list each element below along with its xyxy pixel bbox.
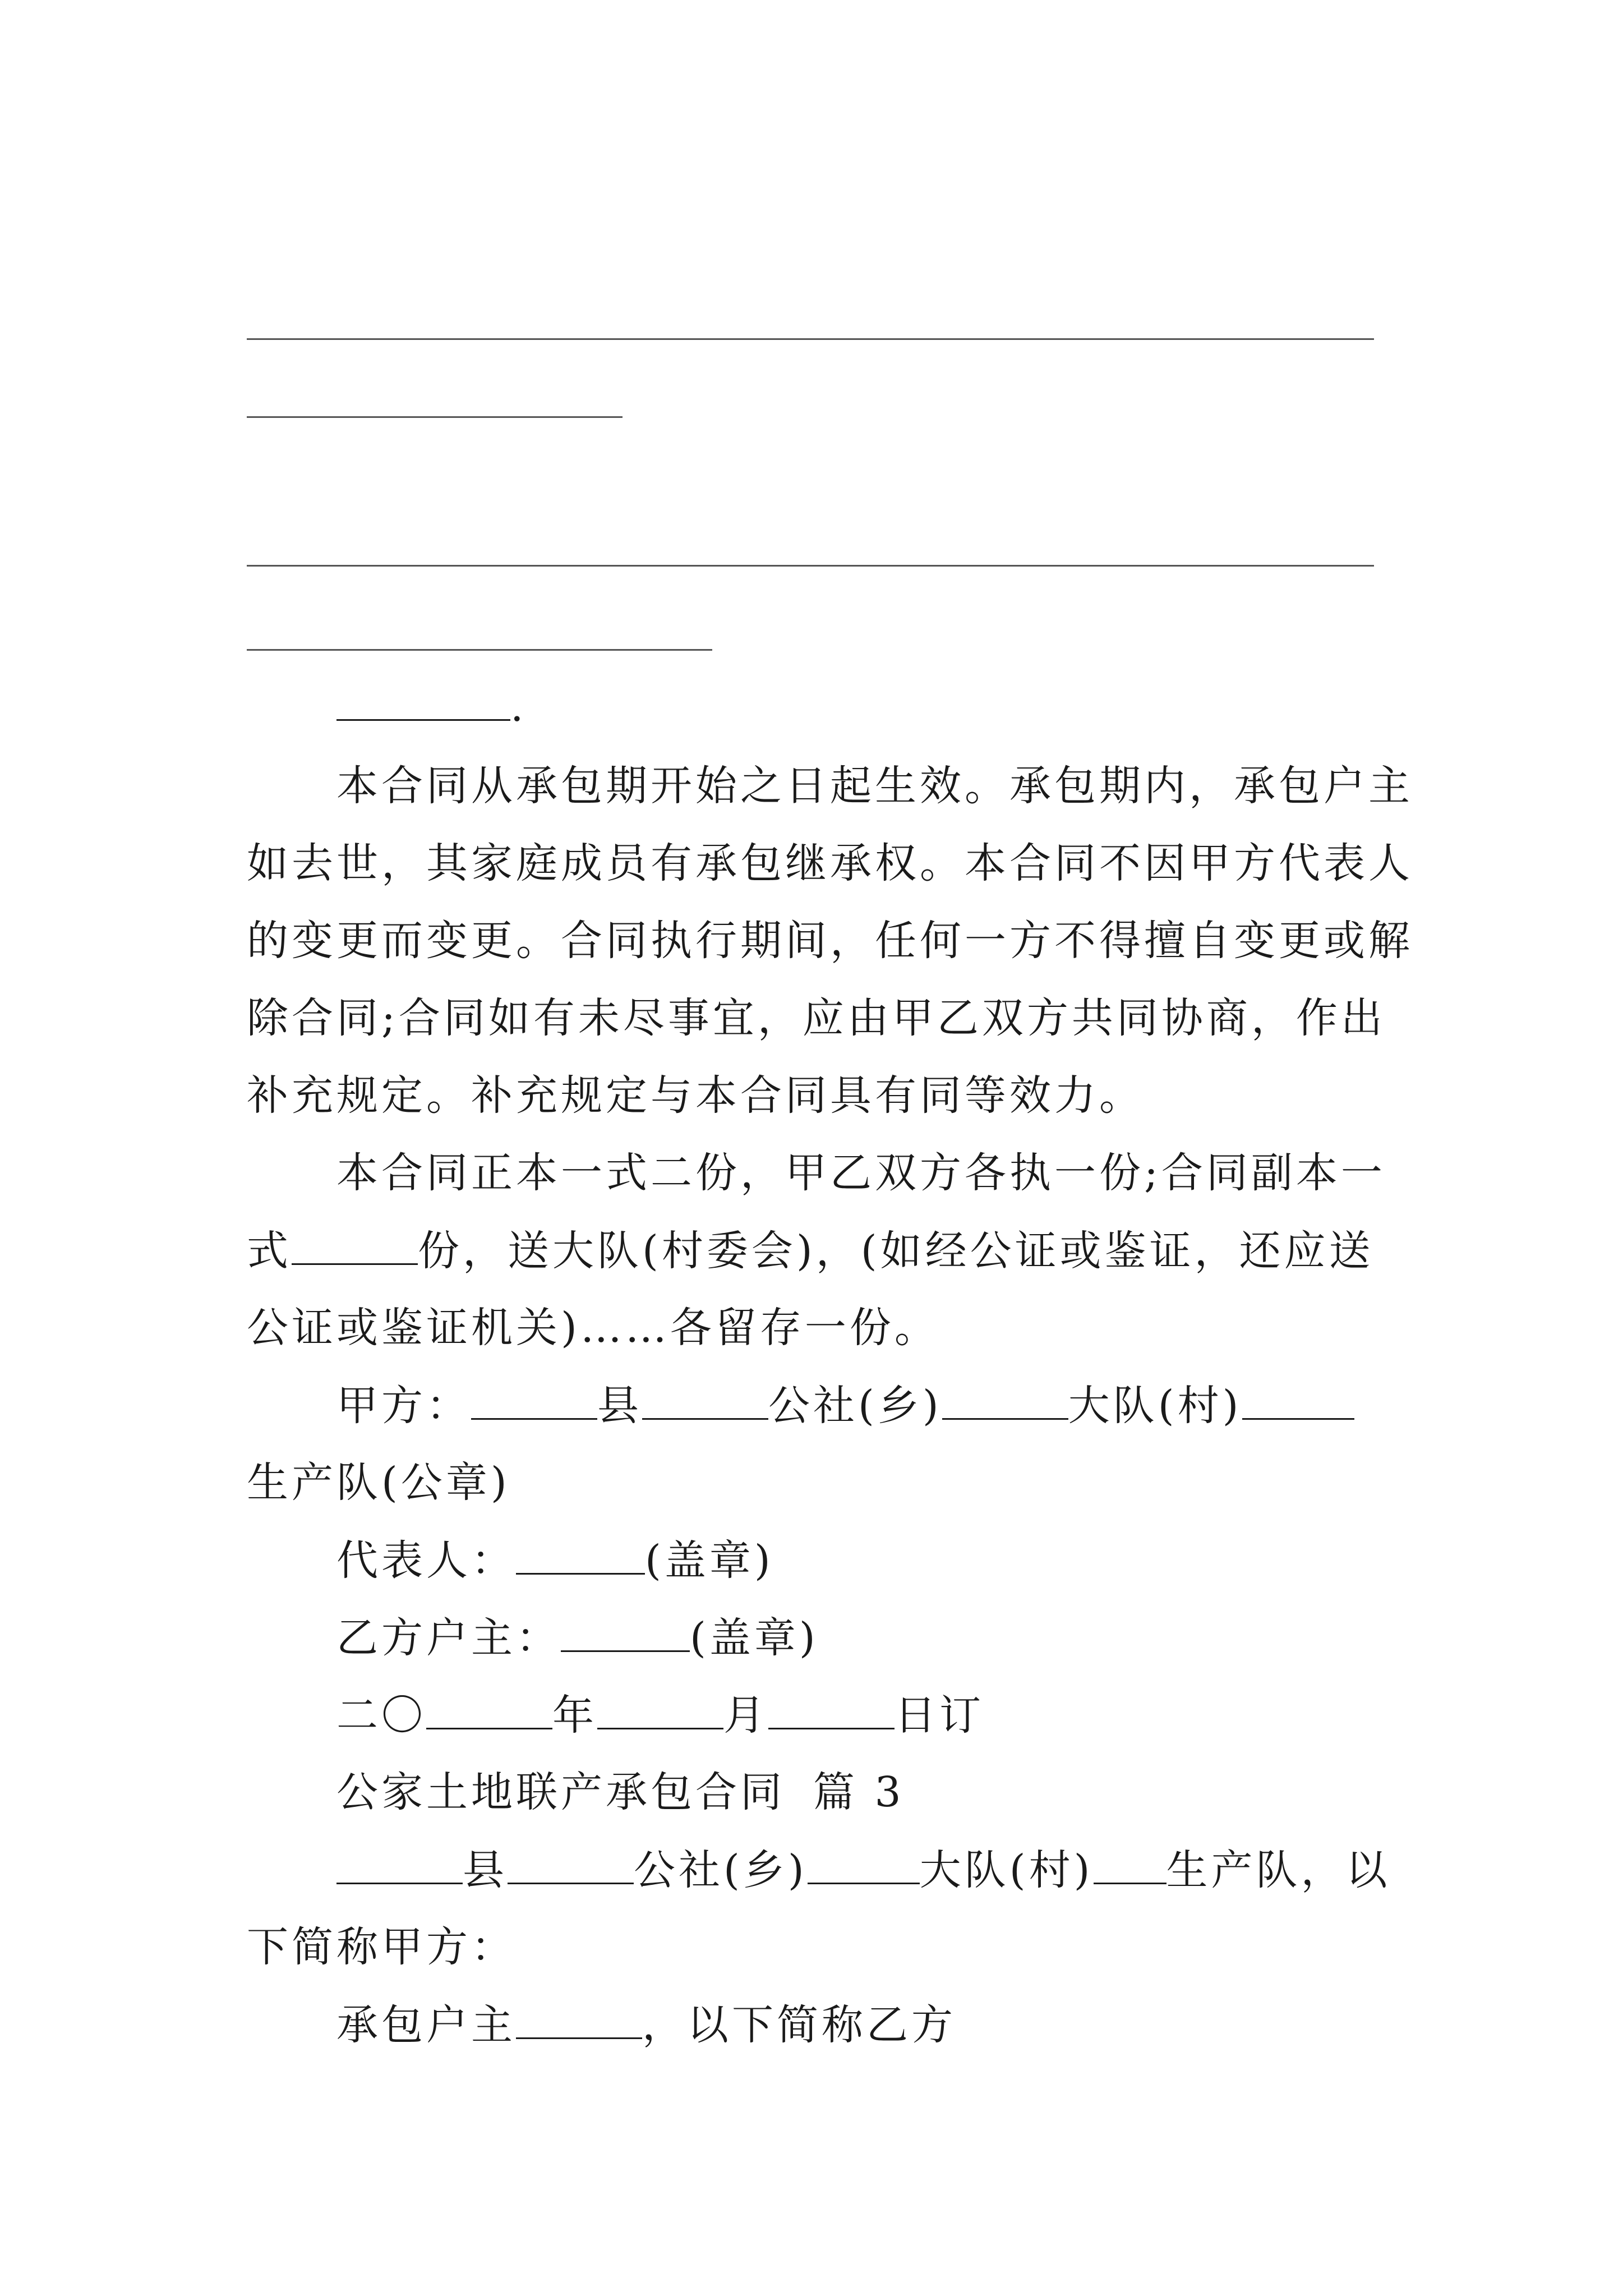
party-a-line: [336, 1382, 1481, 1430]
fill-blank: [768, 1694, 895, 1729]
fill-blank: [642, 1384, 768, 1420]
fill-blank: [336, 685, 510, 721]
fill-blank: [561, 1617, 690, 1652]
fill-blank: [508, 1849, 634, 1884]
text-segment: 份，送大队(村委会)，(如经公证或鉴证，还应送: [418, 1227, 1374, 1275]
representative-label: 代表人：: [336, 1536, 516, 1585]
paragraph-2-line-1: 本合同从承包期开始之日起生效。承包期内，承包户主: [336, 762, 1413, 810]
paragraph-2-line-3: 的变更而变更。合同执行期间，任何一方不得擅自变更或解: [247, 917, 1413, 965]
commune-label: 公社(乡): [634, 1846, 808, 1894]
date-line: [336, 1691, 1481, 1740]
fill-blank: [426, 1694, 552, 1729]
paragraph-2-line-4: 除合同;合同如有未尽事宜，应由甲乙双方共同协商，作出: [247, 994, 1386, 1042]
blank-rule-3: [247, 565, 1374, 567]
party-a-label: 甲方：: [336, 1382, 471, 1430]
section-3-line-1: [336, 1846, 1481, 1894]
fill-blank: [336, 1849, 463, 1884]
team-label: 生产队，以: [1166, 1846, 1391, 1894]
paragraph-3-line-3: 公证或鉴证机关)……各留存一份。: [247, 1304, 939, 1352]
paragraph-3-line-2: [247, 1227, 1391, 1275]
section-heading: [336, 1768, 1481, 1816]
party-b-line: [336, 1614, 1481, 1662]
representative-line: [336, 1536, 1481, 1585]
fill-blank: [516, 1539, 645, 1575]
text-segment: 承包户主: [336, 2001, 516, 2049]
day-label: 日订: [895, 1691, 984, 1740]
fill-blank: [292, 1230, 418, 1265]
fill-blank: [471, 1384, 597, 1420]
blank-rule-4: [247, 649, 712, 651]
party-b-label: 乙方户主：: [336, 1614, 561, 1662]
fill-blank: [1094, 1849, 1166, 1884]
fill-blank: [516, 2004, 642, 2039]
fill-blank: [597, 1694, 723, 1729]
month-label: 月: [723, 1691, 768, 1740]
year-label: 年: [552, 1691, 597, 1740]
commune-label: 公社(乡): [768, 1382, 942, 1430]
paragraph-2-line-2: 如去世，其家庭成员有承包继承权。本合同不因甲方代表人: [247, 839, 1413, 887]
text-segment: ，以下简称乙方: [642, 2001, 956, 2049]
team-seal-line: 生产队(公章): [247, 1458, 510, 1507]
county-label: 县: [463, 1846, 508, 1894]
section-3-line-3: [336, 2001, 1481, 2049]
paragraph-2-line-5: 补充规定。补充规定与本合同具有同等效力。: [247, 1071, 1144, 1120]
fill-blank: [942, 1384, 1068, 1420]
date-prefix: 二〇: [336, 1691, 426, 1740]
section-3-line-2: 下简称甲方：: [247, 1923, 516, 1971]
county-label: 县: [597, 1382, 642, 1430]
seal-label: (盖章): [645, 1536, 774, 1585]
seal-label: (盖章): [690, 1614, 819, 1662]
blank-rule-1: [247, 338, 1374, 340]
fill-blank: [808, 1849, 920, 1884]
section-title: 公家土地联产承包合同: [336, 1768, 785, 1816]
blank-rule-2: [247, 416, 623, 418]
section-number: 篇 3: [813, 1768, 905, 1816]
text-segment: 式: [247, 1227, 292, 1275]
period-mark: .: [510, 683, 527, 731]
paragraph-3-line-1: 本合同正本一式二份，甲乙双方各执一份;合同副本一: [336, 1149, 1386, 1197]
fill-blank: [1242, 1384, 1354, 1420]
brigade-label: 大队(村): [1068, 1382, 1242, 1430]
paragraph-end-line: [336, 683, 1481, 731]
brigade-label: 大队(村): [919, 1846, 1094, 1894]
